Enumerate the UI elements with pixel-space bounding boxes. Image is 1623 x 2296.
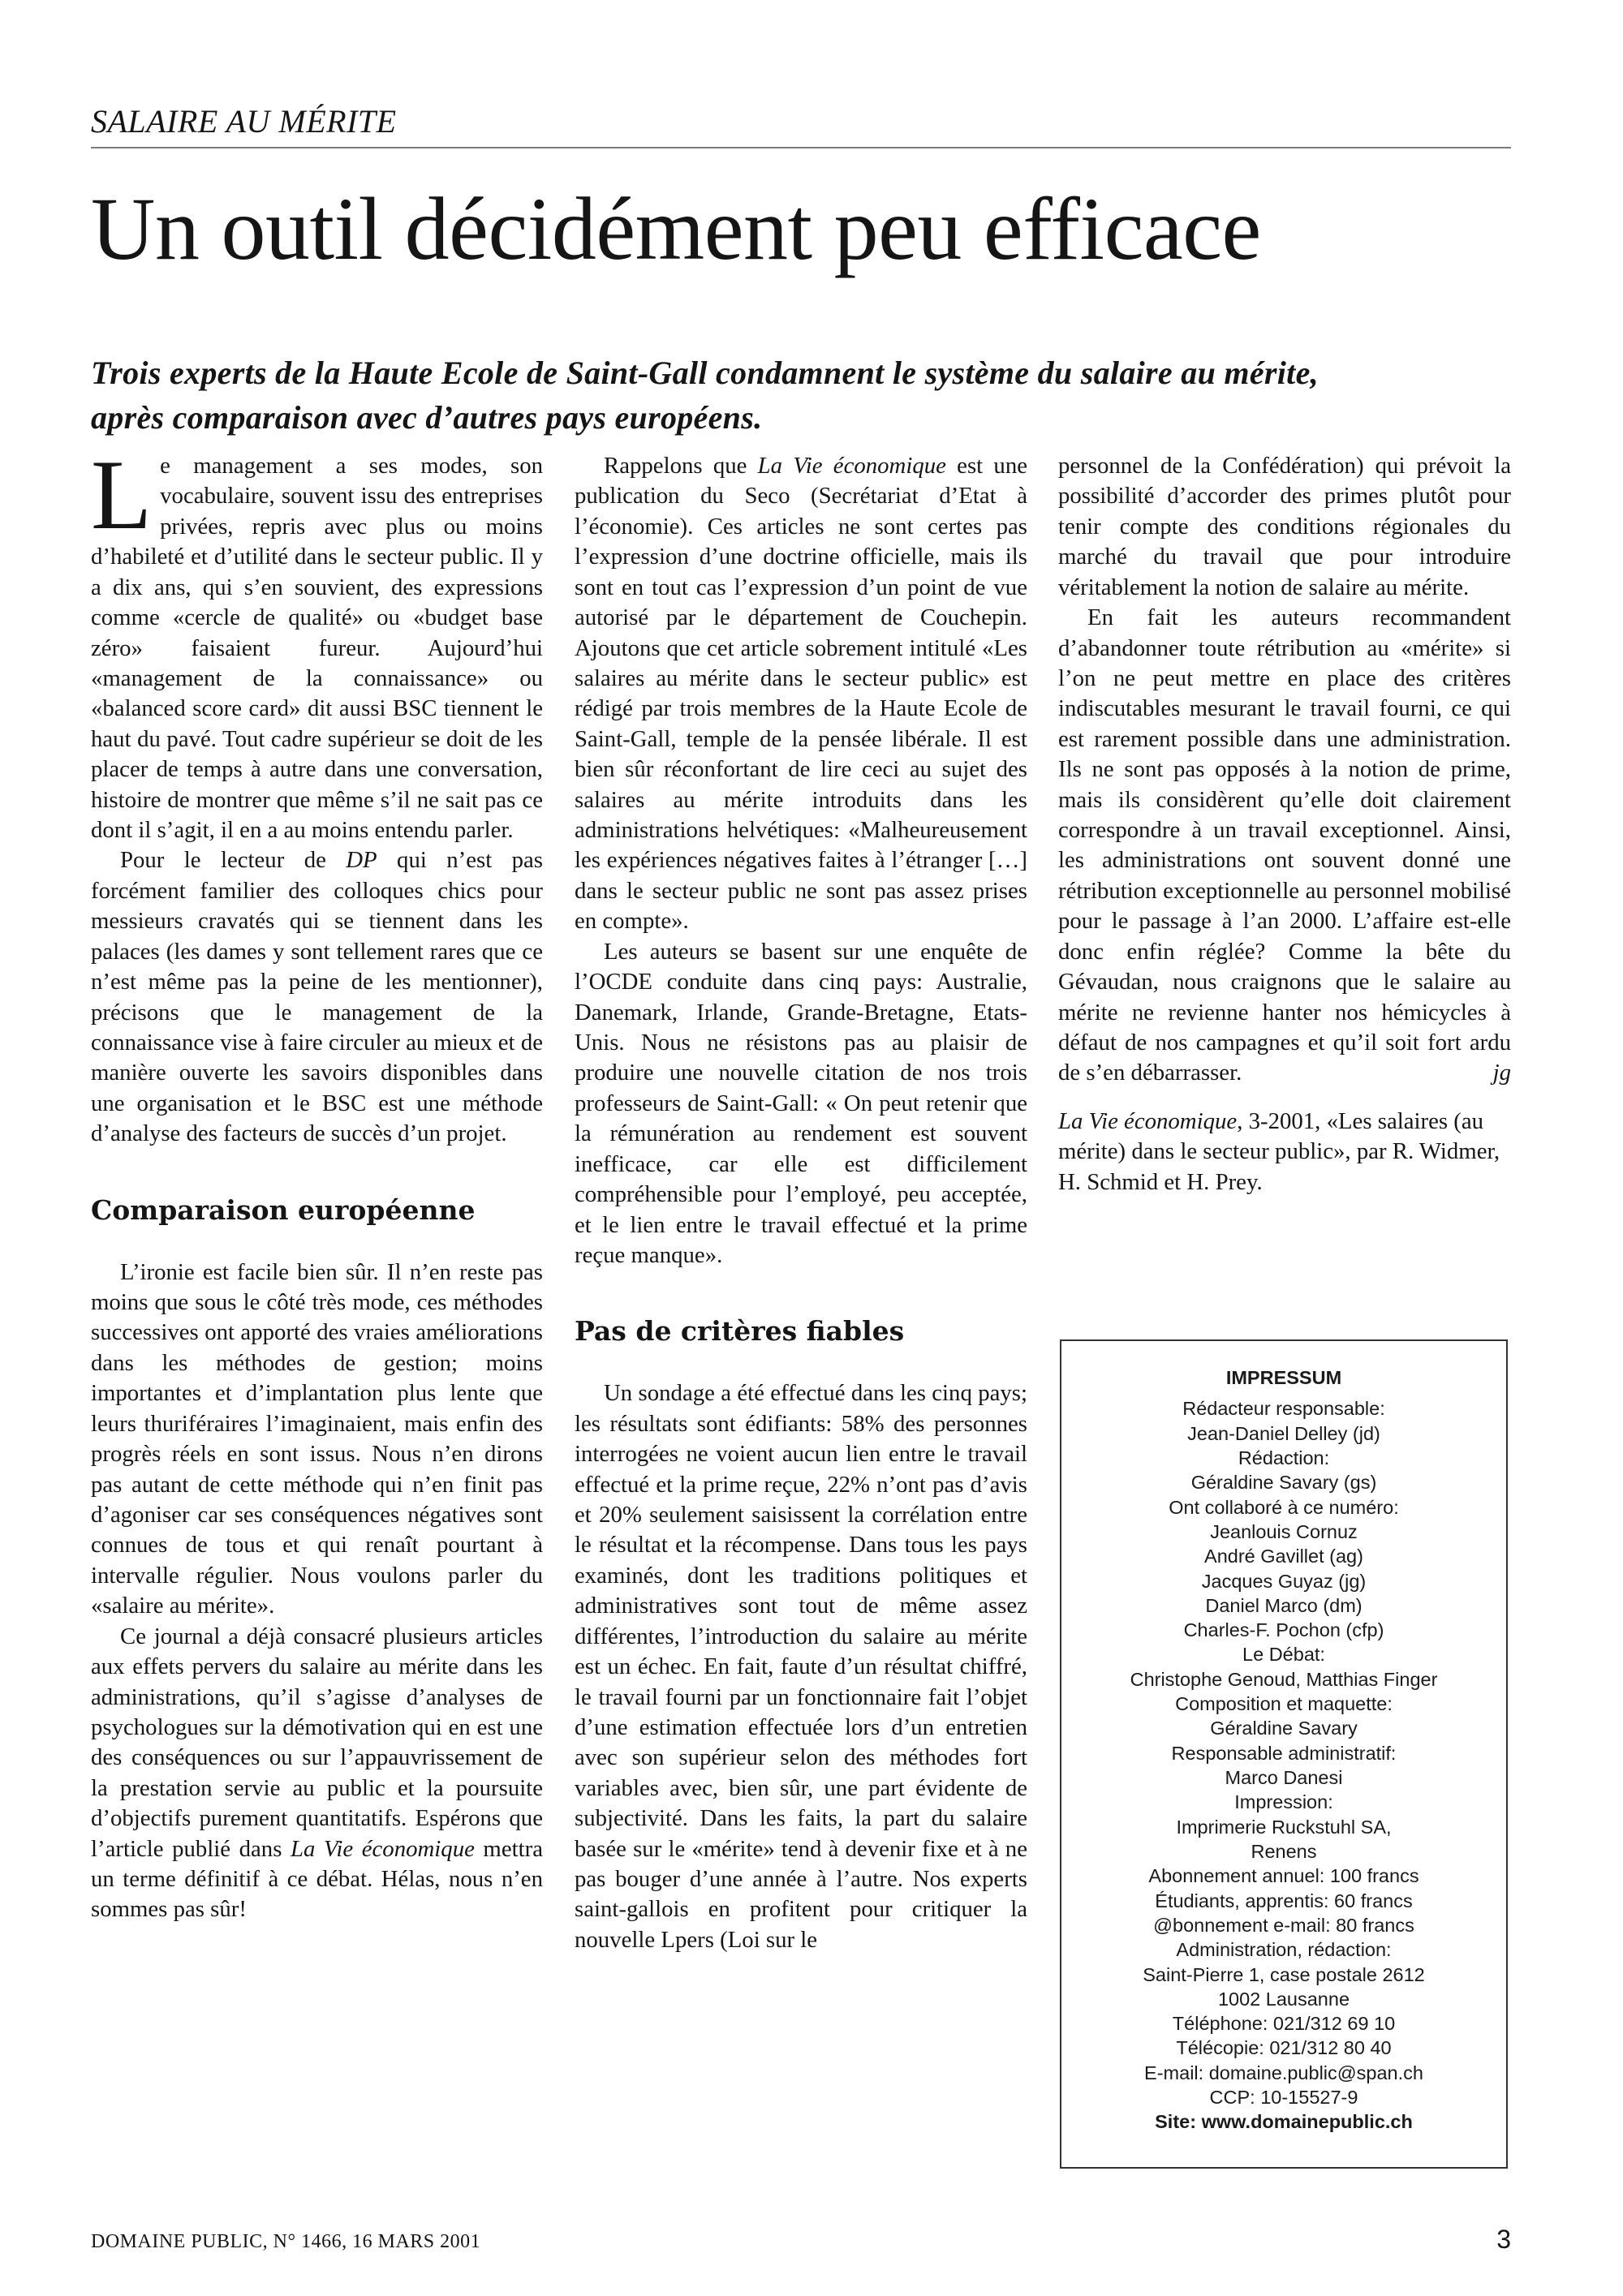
article-paragraph-5 (575, 451, 1027, 937)
article-column-2 (575, 451, 1027, 1955)
subheading-comparaison: Comparaison européenne (91, 1193, 476, 1226)
lead-paragraph: Trois experts de la Haute Ecole de Saint-Gall condamnent le système du salaire au mérite, après comparaison avec d’autres pays européens. (91, 355, 1319, 436)
impressum-line: Abonnement annuel: 100 francs (1148, 1865, 1419, 1887)
impressum-line: Jean-Daniel Delley (jd) (1187, 1422, 1380, 1444)
paragraph-text: Pour le lecteur de (120, 847, 347, 874)
footer-publication-info: DOMAINE PUBLIC, N° 1466, 16 MARS 2001 (91, 2231, 481, 2252)
article-paragraph-6: Les auteurs se basent sur une enquête de l’OCDE conduite dans cinq pays: Australie, Danemark, Irlande, Grande-Bretagne, Etats-Unis. Nous ne résistons pas au plaisir de produire une nouvelle citation de nos trois professeurs de Saint-Gall: « On peut retenir que la rémunération au rendement est souvent inefficace, car elle est difficilement compréhensible pour l’employé, peu acceptée, et le lien entre le travail effectué et la prime reçue manque». (575, 938, 1027, 1268)
source-reference (1058, 1107, 1511, 1197)
impressum-line: Renens (1251, 1840, 1317, 1862)
impressum-line: Administration, rédaction: (1176, 1939, 1392, 1961)
impressum-line: @bonnement e-mail: 80 francs (1153, 1914, 1414, 1936)
impressum-website: Site: www.domainepublic.ch (1155, 2111, 1413, 2133)
impressum-line: André Gavillet (ag) (1204, 1546, 1363, 1567)
publication-name: La Vie économique (1058, 1107, 1238, 1134)
headline: Un outil décidément peu efficace (91, 179, 1261, 278)
impressum-line: Rédaction: (1238, 1447, 1330, 1468)
impressum-line: Géraldine Savary (1210, 1718, 1358, 1739)
impressum-box (1060, 1339, 1508, 2169)
drop-cap: L (91, 439, 153, 550)
paragraph-text: qui n’est pas forcément familier des colloques chics pour messieurs cravatés qui se tiennent dans les palaces (les dames y sont tellement rares que ce n’est même pas la peine de les mentionner), précisons que le management de la connaissance vise à faire circuler au mieux et de manière ouverte les savoirs disponibles dans une organisation et le BSC est une méthode d’analyse des facteurs de succès d’un projet. (91, 847, 543, 1147)
publication-name: La Vie économique (290, 1835, 475, 1862)
article-paragraph-7: Un sondage a été effectué dans les cinq pays; les résultats sont édifiants: 58% des personnes interrogées ne voient aucun lien entre le travail effectué et la prime reçue, 22% n’ont pas d’avis et 20% seulement saisissent la corrélation entre le résultat et la récompense. Dans tous les pays examinés, dont les traditions politiques et administratives sont tout de même assez différentes, l’introduction du salaire au mérite est un échec. En fait, faute d’un résultat chiffré, le travail fourni par un fonctionnaire fait l’objet d’une estimation effectuée lors d’un entretien avec son supérieur selon des méthodes fort variables avec, bien sûr, une part évidente de subjectivité. Dans les faits, la part du salaire basée sur le «mérite» tend à devenir fixe et à ne pas bouger d’une année à l’autre. Nos experts saint-gallois en profitent pour critiquer la nouvelle Lpers (Loi sur le (575, 1380, 1027, 1953)
impressum-line: Rédacteur responsable: (1182, 1398, 1385, 1420)
paragraph-text: e management a ses modes, son vocabulaire, souvent issu des entreprises privées, repris avec plus ou moins d’habileté et d’utilité dans le secteur public. Il y a dix ans, qui s’en souvient, des expressions comme «cercle de qualité» ou «budget base zéro» faisaient fureur. Aujourd’hui «management de la connaissance» ou «balanced score card» dit aussi BSC tiennent le haut du pavé. Tout cadre supérieur se doit de les placer de temps à autre dans une conversation, histoire de montrer que même s’il ne sait pas ce dont il s’agit, il en a au moins entendu parler. (91, 453, 543, 844)
impressum-line: Télécopie: 021/312 80 40 (1176, 2037, 1392, 2059)
impressum-line: Imprimerie Ruckstuhl SA, (1176, 1816, 1392, 1838)
impressum-line: CCP: 10-15527-9 (1209, 2087, 1358, 2109)
impressum-line: Jacques Guyaz (jg) (1201, 1570, 1367, 1592)
author-signature: jg (1492, 1060, 1511, 1086)
publication-name: La Vie économique (757, 453, 946, 479)
subheading-criteres: Pas de critères fiables (575, 1315, 905, 1348)
paragraph-text: Rappelons que (604, 453, 758, 479)
paragraph-text: Ce journal a déjà consacré plusieurs articles aux effets pervers du salaire au mérite dans les administrations, qu’il s’agisse d’analyses de psychologues sur la démotivation qui en est une des conséquences ou sur l’appauvrissement de la prestation servie au public et la poursuite d’objectifs purement quantitatifs. Espérons que l’article publié dans (91, 1623, 543, 1862)
paragraph-text: mettra un terme définitif à ce débat. Hélas, nous n’en sommes pas sûr! (91, 1835, 543, 1923)
article-paragraph-4 (91, 1622, 543, 1925)
impressum-line: E-mail: domaine.public@span.ch (1144, 2062, 1423, 2083)
impressum-line: Saint-Pierre 1, case postale 2612 (1143, 1963, 1425, 1985)
impressum-title: IMPRESSUM (1225, 1367, 1342, 1388)
article-paragraph-3: L’ironie est facile bien sûr. Il n’en reste pas moins que sous le côté très mode, ces méthodes successives ont apporté des vraies améliorations dans les méthodes de gestion; moins importantes et d’implantation plus lente que leurs thuriféraires l’imaginaient, mais enfin des progrès réels en sont issus. Nous n’en dirons pas autant de cette méthode qui n’en finit pas d’agoniser car ses conséquences négatives sont connues de tous et qui renaît pourtant à intervalle régulier. Nous voulons parler du «salaire au mérite». (91, 1258, 543, 1619)
reference-text: , 3-2001, «Les salaires (au mérite) dans le secteur public», par R. Widmer, H. Schmid et H. Prey. (1058, 1107, 1500, 1195)
impressum-line: Christophe Genoud, Matthias Finger (1130, 1668, 1438, 1690)
impressum-line: Responsable administratif: (1171, 1742, 1397, 1764)
impressum-line: Le Débat: (1242, 1644, 1325, 1666)
impressum-line: 1002 Lausanne (1217, 1988, 1350, 2010)
section-kicker: SALAIRE AU MÉRITE (91, 103, 397, 140)
impressum-line: Composition et maquette: (1175, 1693, 1393, 1715)
article-column-1 (91, 439, 543, 1925)
article-column-3 (1058, 451, 1511, 1197)
paragraph-text: En fait les auteurs recommandent d’abandonner toute rétribution au «mérite» si l’on ne peut mettre en place des critères indiscutables mesurant le travail fourni, ce qui est rarement possible dans une administration. Ils ne sont pas opposés à la notion de prime, mais ils considèrent qu’elle doit clairement correspondre à un travail exceptionnel. Ainsi, les administrations ont souvent donné une rétribution exceptionnelle au personnel mobilisé pour le passage à l’an 2000. L’affaire est-elle donc enfin réglée? Comme la bête du Gévaudan, nous craignons que le salaire au mérite ne revienne hanter nos hémicycles à défaut de nos campagnes et qu’il soit fort ardu de s’en débarrasser. (1058, 604, 1511, 1086)
article-paragraph-8: personnel de la Confédération) qui prévoit la possibilité d’accorder des primes plutôt pour tenir compte des conditions régionales du marché du travail que pour introduire véritablement la notion de salaire au mérite. (1058, 453, 1511, 600)
impressum-line: Marco Danesi (1225, 1767, 1343, 1788)
impressum-line: Charles-F. Pochon (cfp) (1183, 1619, 1384, 1641)
impressum-line: Daniel Marco (dm) (1205, 1594, 1363, 1616)
page-number: 3 (1496, 2225, 1511, 2254)
impressum-line: Ont collaboré à ce numéro: (1169, 1496, 1399, 1518)
impressum-line: Jeanlouis Cornuz (1210, 1520, 1358, 1542)
header-rule (91, 147, 1511, 148)
impressum-line: Téléphone: 021/312 69 10 (1172, 2013, 1396, 2035)
article-paragraph-1 (91, 439, 543, 845)
article-paragraph-2 (91, 845, 543, 1149)
impressum-line: Impression: (1234, 1791, 1333, 1813)
impressum-line: Étudiants, apprentis: 60 francs (1155, 1890, 1413, 1911)
article-paragraph-9 (1058, 603, 1511, 1089)
publication-name: DP (346, 847, 377, 874)
impressum-line: Géraldine Savary (gs) (1190, 1472, 1377, 1494)
paragraph-text: est une publication du Seco (Secrétariat d’Etat à l’économie). Ces articles ne sont certes pas l’expression d’une doctrine officielle, mais ils sont en tout cas l’expression d’un point de vue autorisé par le département de Couchepin. Ajoutons que cet article sobrement intitulé «Les salaires au mérite dans le secteur public» est rédigé par trois membres de la Haute Ecole de Saint-Gall, temple de la pensée libérale. Il est bien sûr réconfortant de lire ceci au sujet des salaires au mérite introduits dans les administrations helvétiques: «Malheureusement les expériences négatives faites à l’étranger […] dans le secteur public ne sont pas assez prises en compte». (575, 453, 1027, 935)
